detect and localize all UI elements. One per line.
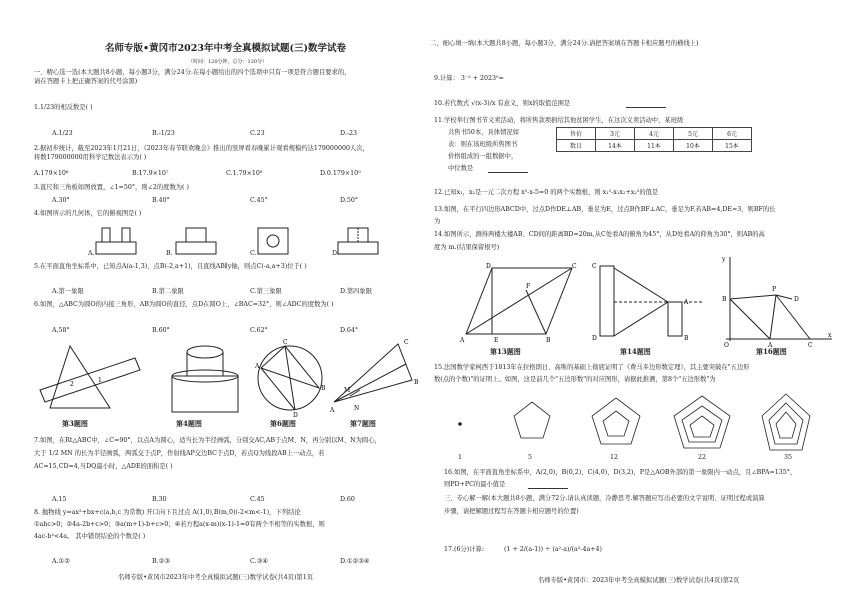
question-1: 1.1/23的相反数是( ) (34, 104, 93, 111)
table-cell: 5元 (674, 128, 713, 140)
q5-option-a: A.第一象限 (52, 288, 84, 295)
q8-option-a: A.①② (52, 558, 70, 565)
figure-q13-parallelogram (460, 262, 580, 342)
figure-q14-buildings (592, 262, 702, 342)
section1-heading-2: 请在答题卡上把正确答案的代号涂黑) (34, 78, 138, 85)
table-row (557, 140, 752, 152)
svg-text:A: A (684, 299, 689, 306)
q6-option-a: A.58° (52, 327, 70, 334)
q4-option-shapes (90, 222, 390, 262)
caption-fig7: 第7题图 (350, 419, 376, 428)
caption-fig13: 第13题图 (490, 347, 521, 356)
svg-text:A: A (255, 363, 260, 370)
svg-text:D: D (486, 263, 491, 270)
question-2: 2.据初步统计，截至2023年1月21日，《2023年春节联欢晚会》推出的竖屏看春晚累计观看规模约达179000000人次， (34, 145, 369, 152)
q7-option-c: C.45 (250, 496, 265, 503)
table-cell: 11本 (635, 140, 674, 152)
table-cell: 数目 (557, 140, 596, 152)
q2-option-d: D.0.179×10⁹ (320, 170, 361, 177)
question-15: 15.法国数学家柯西于1813年在拉格朗日、高斯的基础上彻底证明了《费马多边形数定理》，其主要突破在"五边形 (434, 364, 750, 371)
section3-heading: 三、专心解一解(本大题共8小题，满分72分.请认真读题，冷静思考.解答题应写出必要的文字说明、证明过程或演算 (444, 495, 765, 502)
table-cell: 15本 (713, 140, 752, 152)
question-11: 11.学校举行图书节义卖活动，将所售款项捐给其他贫困学生，在这次义卖活动中，某班级 (434, 117, 684, 124)
q7-option-b: B.30 (152, 496, 167, 503)
question-2-line-2: 将数179000000用科学记数法表示为( ) (34, 154, 147, 161)
question-13: 13.如图，在平行四边形ABCD中，过点D作DE⊥AB，垂足为E，过点B作BF⊥AC，垂足为F.若AB=4,DE=3，则BF的长 (434, 206, 776, 213)
svg-text:M: M (344, 387, 351, 394)
q16-answer-blank[interactable] (528, 481, 568, 489)
svg-text:C: C (404, 339, 409, 346)
svg-text:B: B (546, 337, 551, 344)
question-13-line-2: 为 (434, 218, 441, 225)
q4-label-d: D. (332, 250, 339, 257)
question-11-line-5: 中位数是 (448, 165, 474, 172)
question-3: 3.直尺和三角板如图放置，∠1=50°，则∠2的度数为( ) (34, 184, 189, 191)
q3-option-c: C.45° (250, 197, 268, 204)
right-footer: 名师专版•黄冈市：2023年中考全真模拟试题(三)数学试卷(共4页)第2页 (538, 577, 740, 584)
question-6: 6.如图，△ABC为圆O的内接三角形，AB为圆O的直径，点D在圆O上，∠BAC=32°，则∠ADC的度数为( ) (34, 301, 334, 308)
question-11-line-4: 价格组成的一组数据中， (448, 153, 518, 160)
question-11-line-3: 表：则在该班级所售图书 (448, 141, 518, 148)
svg-text:C: C (592, 263, 597, 270)
section1-heading: 一、精心选一选(本大题共8小题，每小题3分，满分24分.在每小题给出的四个选项中只有一项是符合题目要求的， (34, 69, 351, 76)
question-5: 5.在平面直角坐标系中，已知点A(a-1,3)，点B(-2,a+1)，且直线AB∥y轴，则点C(-a,a+3)位于( ) (34, 263, 307, 270)
question-12: 12.已知x₁，x₂是一元二次方程 x²-x-5=0 的两个实数根，则 x₁²-x₁x₂+x₂²的值是 (434, 189, 659, 196)
caption-fig4: 第4题图 (176, 419, 202, 428)
q5-option-d: D.第四象限 (340, 288, 373, 295)
q6-option-d: D.64° (340, 327, 358, 334)
svg-text:F: F (526, 283, 531, 290)
svg-text:N: N (354, 405, 360, 412)
table-cell: 售价 (557, 128, 596, 140)
caption-fig16: 第16题图 (756, 347, 787, 356)
question-7: 7.如图，在Rt△ABC中，∠C=90°，以点A为圆心，适当长为半径画弧，分别交AC,AB于点M、N，再分别以M、N为圆心， (34, 437, 381, 444)
table-cell: 4元 (635, 128, 674, 140)
q8-option-d: D.①②③④ (340, 558, 370, 565)
svg-text:C: C (572, 263, 577, 270)
q5-option-c: C.第三象限 (250, 288, 282, 295)
q1-option-d: D.-23 (340, 130, 357, 137)
question-8: 8. 抛物线 y=ax²+bx+c(a,b,c 为常数) 开口向下且过点 A(1,0),B(m,0)(-2<m<-1)，下列结论 (34, 509, 301, 516)
question-14-line-2: 度为 m.(结果保留根号) (434, 244, 500, 251)
question-8-line-2: ①abc>0；②4a-2b+c>0；③a(m+1)-b+c>0；④若方程a(x-m)(x-1)-1=0有两个不相等的实数根，则 (34, 521, 325, 528)
question-16-line-2: 则PD+PC的最小值是 (444, 481, 506, 488)
svg-text:D: D (592, 335, 597, 342)
question-17-expression: (1 + 2/(a-1)) ÷ (a²-a)/(a²-4a+4) (504, 546, 602, 553)
pentagonal-number-1: 1 (458, 454, 463, 461)
left-footer: 名师专版•黄冈市2023年中考全真模拟试题(三)数学试卷(共4页)第1页 (118, 574, 314, 581)
question-7-line-3: AC=15,CD=4,当DQ最小时，△ADE的面积是( ) (34, 463, 173, 470)
q2-option-a: A.179×10⁶ (34, 170, 69, 177)
figure-q7-triangle (330, 338, 420, 418)
question-7-line-2: 大于 1/2 MN 的长为半径画弧，两弧交于点P，作射线AP交边BC于点D，若点Q为线段AB上一动点，若 (34, 450, 325, 457)
table-cell: 10本 (674, 140, 713, 152)
figure-q6-circle (255, 338, 325, 418)
q3-option-b: B.40° (152, 197, 170, 204)
svg-text:B: B (722, 296, 727, 303)
q1-option-b: B.-1/23 (152, 130, 175, 137)
q1-option-a: A.1/23 (52, 130, 73, 137)
caption-fig6: 第6题图 (270, 419, 296, 428)
q4-label-c: C. (250, 250, 257, 257)
section2-heading: 二、细心填一填(本大题共8小题，每小题3分，满分24分.请把答案填在答题卡相应题号的横线上) (430, 40, 699, 47)
table-cell: 14本 (596, 140, 635, 152)
figure-q3-ruler-triangle (40, 338, 140, 418)
figure-q4-cylinder (170, 340, 240, 420)
pentagonal-number-4: 22 (698, 454, 707, 461)
question-9: 9.计算： 3⁻² + 2023⁰= (434, 75, 504, 82)
question-14: 14.如图所示，测得两楼大楼AB、CD间的距离BD=20m,从C处看A的俯角为45°，从D处看A的仰角为30°，则AB的高 (434, 231, 765, 238)
q5-option-b: B.第二象限 (152, 288, 184, 295)
svg-text:E: E (494, 337, 499, 344)
question-4: 4.如图所示的几何体，它的俯视图是( ) (34, 210, 142, 217)
q1-option-c: C.23 (250, 130, 265, 137)
right-page (430, 0, 860, 608)
q11-answer-blank[interactable] (488, 165, 528, 173)
q8-option-b: B.②③ (152, 558, 170, 565)
q6-option-b: B.60° (152, 327, 170, 334)
svg-text:D: D (794, 296, 799, 303)
q3-option-a: A.30° (52, 197, 70, 204)
exam-subtitle: （时间：120分钟，总分：120分） (188, 59, 268, 65)
table-cell: 3元 (596, 128, 635, 140)
svg-text:D: D (293, 412, 298, 419)
caption-fig14: 第14题图 (620, 347, 651, 356)
exam-title: 名师专版•黄冈市2023年中考全真模拟试题(三)数学试卷 (105, 43, 347, 54)
table-row (557, 128, 752, 140)
svg-text:1: 1 (98, 377, 102, 384)
question-10: 10.若代数式 √(x-3)/x 有意义，则x的取值范围是 (434, 100, 571, 107)
svg-text:B: B (684, 335, 689, 342)
question-16: 16.如图，在平面直角坐标系中，A(2,0)，B(0,2)，C(4,0)，D(3,2)，P是△AOB外部的第一象限内一动点，且∠BPA=135°， (444, 469, 797, 476)
q3-option-d: D.50° (340, 197, 358, 204)
svg-text:A: A (330, 407, 335, 414)
question-17: 17.(6分)计算: (444, 546, 484, 553)
q11-price-table (556, 127, 752, 152)
svg-text:P: P (772, 286, 777, 293)
q4-label-a: A. (88, 250, 95, 257)
question-15-line-2: 数(点的个数)"的证明上。如图，这是前几个"五边形数"的对应图形，请据此推测，第8个"五边形数"为 (434, 376, 716, 383)
q7-option-a: A.15 (52, 496, 67, 503)
question-8-line-3: 4ac-b²<4a。 其中错误结论的个数是( ) (34, 533, 146, 540)
svg-text:2: 2 (70, 381, 74, 388)
table-cell: 6元 (713, 128, 752, 140)
section3-heading-2: 步骤，请把解题过程写在答题卡相应题号的位置) (444, 508, 579, 515)
svg-text:B: B (414, 379, 419, 386)
figure-q15-pentagonal-numbers (450, 394, 810, 454)
svg-text:B: B (321, 385, 326, 392)
question-11-line-2: 共售书50本，具体情况如 (448, 129, 519, 136)
svg-text:C: C (808, 342, 813, 349)
q8-option-c: C.③④ (250, 558, 268, 565)
svg-text:y: y (722, 256, 726, 263)
caption-fig3: 第3题图 (62, 419, 88, 428)
q4-label-b: B. (166, 250, 173, 257)
pentagonal-number-2: 5 (528, 454, 533, 461)
pentagonal-number-3: 12 (610, 454, 619, 461)
q2-option-c: C.1.79×10⁸ (226, 170, 263, 177)
svg-text:C: C (283, 339, 288, 346)
q6-option-c: C.62° (250, 327, 268, 334)
svg-text:x: x (828, 332, 832, 339)
pentagonal-number-5: 35 (784, 454, 793, 461)
svg-text:O: O (724, 342, 729, 349)
q10-answer-blank[interactable] (626, 100, 666, 108)
svg-text:A: A (460, 337, 465, 344)
figure-q16-coordinate (720, 255, 835, 349)
q2-option-b: B.17.9×10⁷ (132, 170, 169, 177)
q7-option-d: D.60 (340, 496, 355, 503)
svg-text:A: A (768, 342, 773, 349)
